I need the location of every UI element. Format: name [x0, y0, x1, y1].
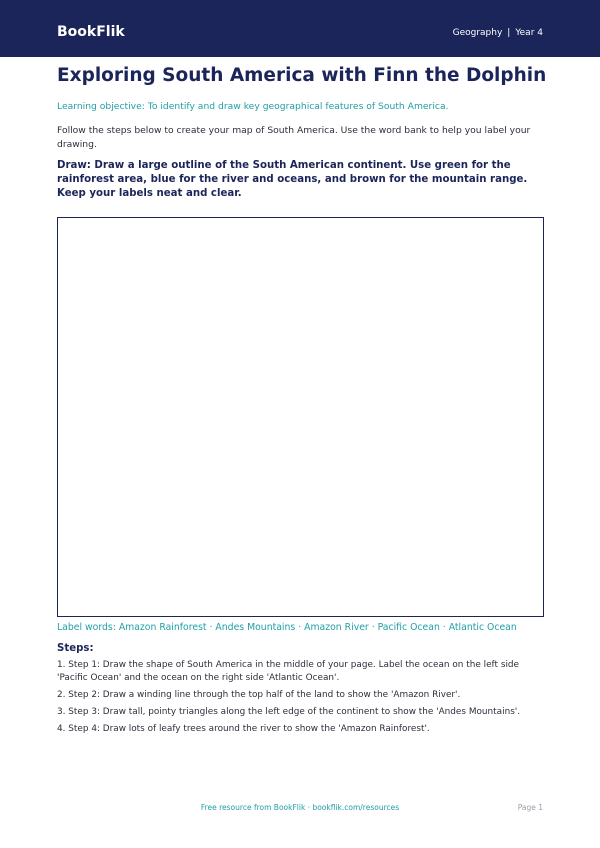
subject-year [453, 27, 543, 39]
step-item: 3. Step 3: Draw tall, pointy triangles along the left edge of the continent to show the 'Andes Mountains'. [57, 707, 521, 717]
worksheet-title: Exploring South America with Finn the Dolphin [57, 65, 547, 86]
year-label: Year 4 [515, 28, 543, 38]
brand-logo: BookFlik [57, 24, 125, 40]
step-item: 2. Step 2: Draw a winding line through the top half of the land to show the 'Amazon River'. [57, 690, 461, 700]
steps-list [57, 659, 545, 740]
intro-text: Follow the steps below to create your map of South America. Use the word bank to help you label your drawing. [57, 125, 531, 150]
page-number: Page 1 [517, 803, 543, 812]
page-header [0, 0, 600, 57]
subject-label: Geography [452, 28, 503, 38]
drawing-area[interactable] [57, 217, 544, 617]
draw-instruction: Draw: Draw a large outline of the South American continent. Use green for the rainforest area, blue for the river and oceans, and brown for the mountain range. Keep your labels neat and clear. [57, 160, 528, 199]
step-item: 1. Step 1: Draw the shape of South America in the middle of your page. Label the ocean on the left side 'Pacific Ocean' and the ocean on the right side 'Atlantic Ocean'. [57, 660, 520, 683]
meta-separator: | [507, 28, 511, 38]
word-bank: Label words: Amazon Rainforest · Andes Mountains · Amazon River · Pacific Ocean · Atlantic Ocean [57, 622, 517, 633]
step-item: 4. Step 4: Draw lots of leafy trees around the river to show the 'Amazon Rainforest'. [57, 724, 430, 734]
learning-objective: Learning objective: To identify and draw key geographical features of South America. [57, 101, 449, 112]
footer-credit: Free resource from BookFlik · bookflik.com/resources [200, 803, 400, 812]
steps-heading: Steps: [57, 643, 94, 654]
